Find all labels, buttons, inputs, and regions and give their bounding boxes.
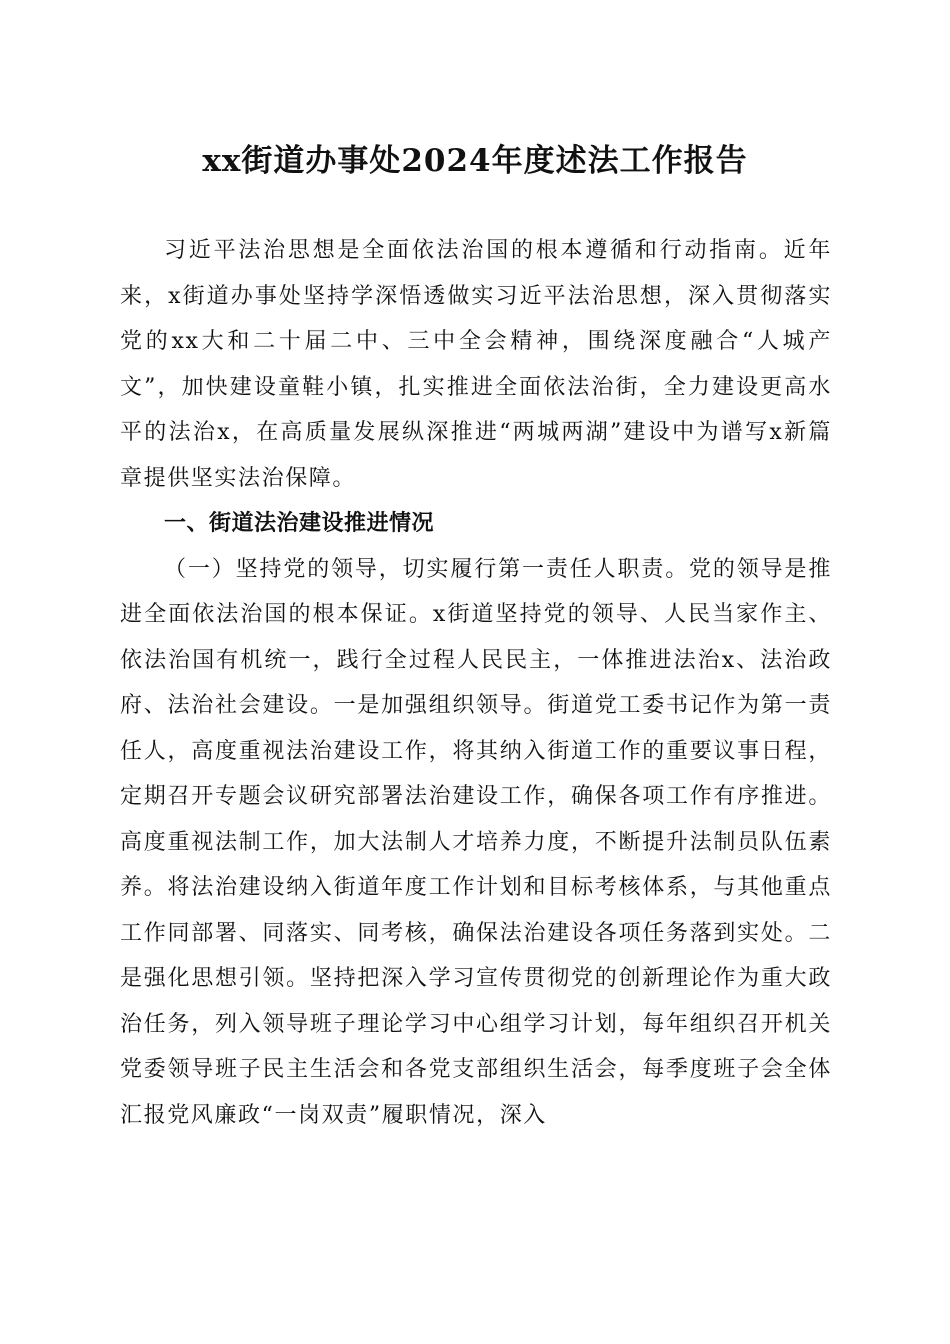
intro-paragraph: 习近平法治思想是全面依法治国的根本遵循和行动指南。近年来，x街道办事处坚持学深悟透做实习近平法治思想，深入贯彻落实党的xx大和二十届二中、三中全会精神，围绕深度融合“人城产文”，加快建设童鞋小镇，扎实推进全面依法治街，全力建设更高水平的法治x，在高质量发展纵深推进“两城两湖”建设中为谱写x新篇章提供坚实法治保障。 — [120, 238, 832, 491]
document-body — [120, 228, 832, 1138]
section-paragraph: （一）坚持党的领导，切实履行第一责任人职责。党的领导是推进全面依法治国的根本保证。x街道坚持党的领导、人民当家作主、依法治国有机统一，践行全过程人民民主，一体推进法治x、法治政府、法治社会建设。一是加强组织领导。街道党工委书记作为第一责任人，高度重视法治建设工作，将其纳入街道工作的重要议事日程，定期召开专题会议研究部署法治建设工作，确保各项工作有序推进。高度重视法制工作，加大法制人才培养力度，不断提升法制员队伍素养。将法治建设纳入街道年度工作计划和目标考核体系，与其他重点工作同部署、同落实、同考核，确保法治建设各项任务落到实处。二是强化思想引领。坚持把深入学习宣传贯彻党的创新理论作为重大政治任务，列入领导班子理论学习中心组学习计划，每年组织召开机关党委领导班子民主生活会和各党支部组织生活会，每季度班子会全体汇报党风廉政“一岗双责”履职情况，深入 — [120, 556, 832, 1128]
document-title: xx街道办事处2024年度述法工作报告 — [202, 143, 748, 179]
section-heading: 一、街道法治建设推进情况 — [164, 511, 435, 536]
